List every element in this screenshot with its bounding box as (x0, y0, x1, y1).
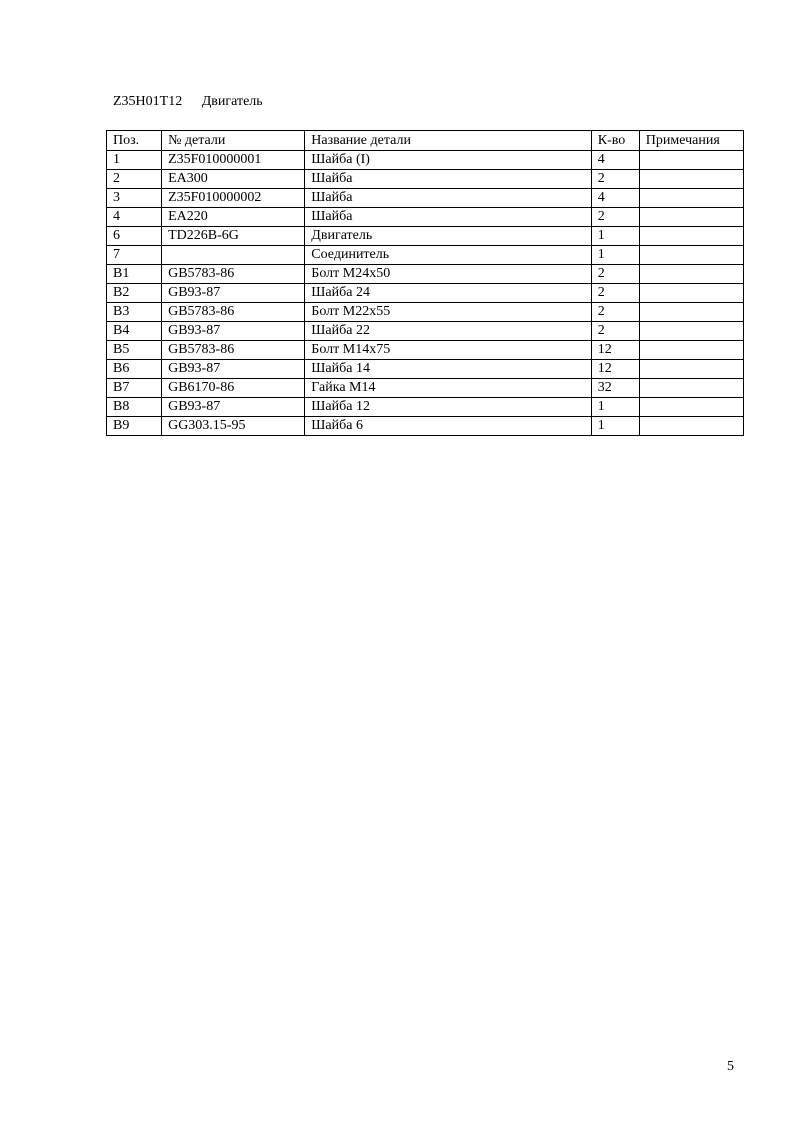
cell-pos: 7 (107, 246, 162, 265)
cell-part-name: Шайба (305, 170, 591, 189)
cell-pos: B7 (107, 379, 162, 398)
cell-pos: B9 (107, 417, 162, 436)
cell-quantity: 2 (591, 208, 639, 227)
cell-part-name: Двигатель (305, 227, 591, 246)
cell-notes (639, 227, 743, 246)
table-row (107, 189, 744, 208)
cell-part-number: Z35F010000002 (162, 189, 305, 208)
header-part-name: Название детали (305, 131, 591, 151)
cell-quantity: 2 (591, 284, 639, 303)
cell-quantity: 2 (591, 303, 639, 322)
cell-part-number: EA220 (162, 208, 305, 227)
cell-part-number: GB6170-86 (162, 379, 305, 398)
cell-quantity: 1 (591, 398, 639, 417)
cell-pos: B2 (107, 284, 162, 303)
table-header-row (107, 131, 744, 151)
cell-part-number: GB5783-86 (162, 265, 305, 284)
cell-quantity: 1 (591, 417, 639, 436)
cell-part-name: Шайба (I) (305, 151, 591, 170)
cell-quantity: 2 (591, 322, 639, 341)
table-row (107, 417, 744, 436)
header-part-number: № детали (162, 131, 305, 151)
table-row (107, 170, 744, 189)
cell-part-number (162, 246, 305, 265)
table-row (107, 303, 744, 322)
cell-notes (639, 151, 743, 170)
table-row (107, 398, 744, 417)
document-title: Двигатель (201, 94, 263, 109)
header-pos: Поз. (107, 131, 162, 151)
cell-quantity: 12 (591, 341, 639, 360)
cell-pos: B8 (107, 398, 162, 417)
cell-part-number: GB93-87 (162, 360, 305, 379)
cell-pos: 2 (107, 170, 162, 189)
cell-quantity: 4 (591, 189, 639, 208)
table-row (107, 360, 744, 379)
cell-notes (639, 341, 743, 360)
table-row (107, 227, 744, 246)
cell-part-number: GB93-87 (162, 284, 305, 303)
cell-part-number: GB5783-86 (162, 303, 305, 322)
cell-part-name: Болт M14x75 (305, 341, 591, 360)
cell-quantity: 2 (591, 265, 639, 284)
cell-part-number: EA300 (162, 170, 305, 189)
table-row (107, 265, 744, 284)
cell-part-number: TD226B-6G (162, 227, 305, 246)
cell-part-name: Шайба 12 (305, 398, 591, 417)
cell-notes (639, 208, 743, 227)
cell-notes (639, 417, 743, 436)
document-code: Z35H01T12 (113, 94, 183, 109)
cell-pos: B5 (107, 341, 162, 360)
cell-notes (639, 246, 743, 265)
table-row (107, 151, 744, 170)
cell-pos: B6 (107, 360, 162, 379)
cell-part-name: Болт M22x55 (305, 303, 591, 322)
cell-pos: 1 (107, 151, 162, 170)
cell-part-name: Шайба 14 (305, 360, 591, 379)
cell-notes (639, 322, 743, 341)
document-heading (113, 93, 263, 111)
header-quantity: К-во (591, 131, 639, 151)
cell-part-number: GB93-87 (162, 398, 305, 417)
cell-notes (639, 398, 743, 417)
cell-notes (639, 265, 743, 284)
cell-notes (639, 284, 743, 303)
table-row (107, 246, 744, 265)
cell-notes (639, 170, 743, 189)
cell-part-number: GB5783-86 (162, 341, 305, 360)
cell-part-number: GB93-87 (162, 322, 305, 341)
table-row (107, 379, 744, 398)
cell-part-name: Шайба 22 (305, 322, 591, 341)
cell-part-name: Шайба (305, 189, 591, 208)
cell-notes (639, 303, 743, 322)
cell-quantity: 1 (591, 227, 639, 246)
cell-pos: 4 (107, 208, 162, 227)
page-number: 5 (727, 1059, 734, 1074)
cell-part-name: Шайба 6 (305, 417, 591, 436)
cell-pos: B3 (107, 303, 162, 322)
cell-notes (639, 379, 743, 398)
cell-notes (639, 360, 743, 379)
cell-part-number: GG303.15-95 (162, 417, 305, 436)
header-notes: Примечания (639, 131, 743, 151)
parts-table (106, 130, 744, 436)
cell-notes (639, 189, 743, 208)
cell-part-name: Гайка M14 (305, 379, 591, 398)
table-row (107, 322, 744, 341)
cell-part-name: Шайба 24 (305, 284, 591, 303)
cell-quantity: 12 (591, 360, 639, 379)
cell-part-number: Z35F010000001 (162, 151, 305, 170)
cell-pos: B4 (107, 322, 162, 341)
cell-quantity: 1 (591, 246, 639, 265)
cell-pos: B1 (107, 265, 162, 284)
cell-quantity: 2 (591, 170, 639, 189)
table-row (107, 284, 744, 303)
cell-part-name: Шайба (305, 208, 591, 227)
cell-pos: 6 (107, 227, 162, 246)
cell-pos: 3 (107, 189, 162, 208)
cell-part-name: Болт M24x50 (305, 265, 591, 284)
cell-quantity: 32 (591, 379, 639, 398)
cell-part-name: Соединитель (305, 246, 591, 265)
table-row (107, 208, 744, 227)
cell-quantity: 4 (591, 151, 639, 170)
table-row (107, 341, 744, 360)
